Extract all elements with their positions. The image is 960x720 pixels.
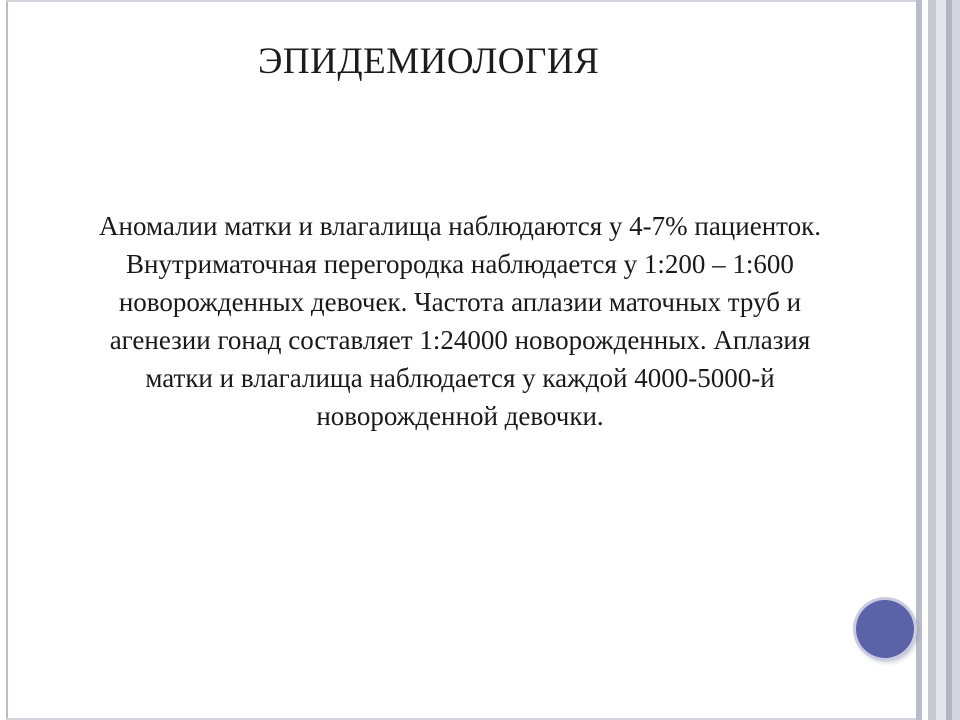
slide-body <box>90 207 830 435</box>
top-border-line <box>6 0 921 2</box>
right-stripe <box>928 0 936 720</box>
body-paragraph: Аномалии матки и влагалища наблюдаются у 4-7% пациенток. <box>99 211 821 241</box>
decorative-circle <box>856 600 914 658</box>
left-border-line <box>6 0 8 720</box>
right-stripe <box>952 0 960 720</box>
body-paragraph: Внутриматочная перегородка наблюдается у 1:200 – 1:600 новорожденных девочек. Частота аплазии маточных труб и агенезии гонад составляет 1:24000 новорожденных. Аплазия матки и влагалища наблюдается у каждой 4000-5000-й новорожденной девочки. <box>109 249 811 431</box>
slide-title: ЭПИДЕМИОЛОГИЯ <box>258 41 600 82</box>
right-stripe <box>936 0 946 720</box>
